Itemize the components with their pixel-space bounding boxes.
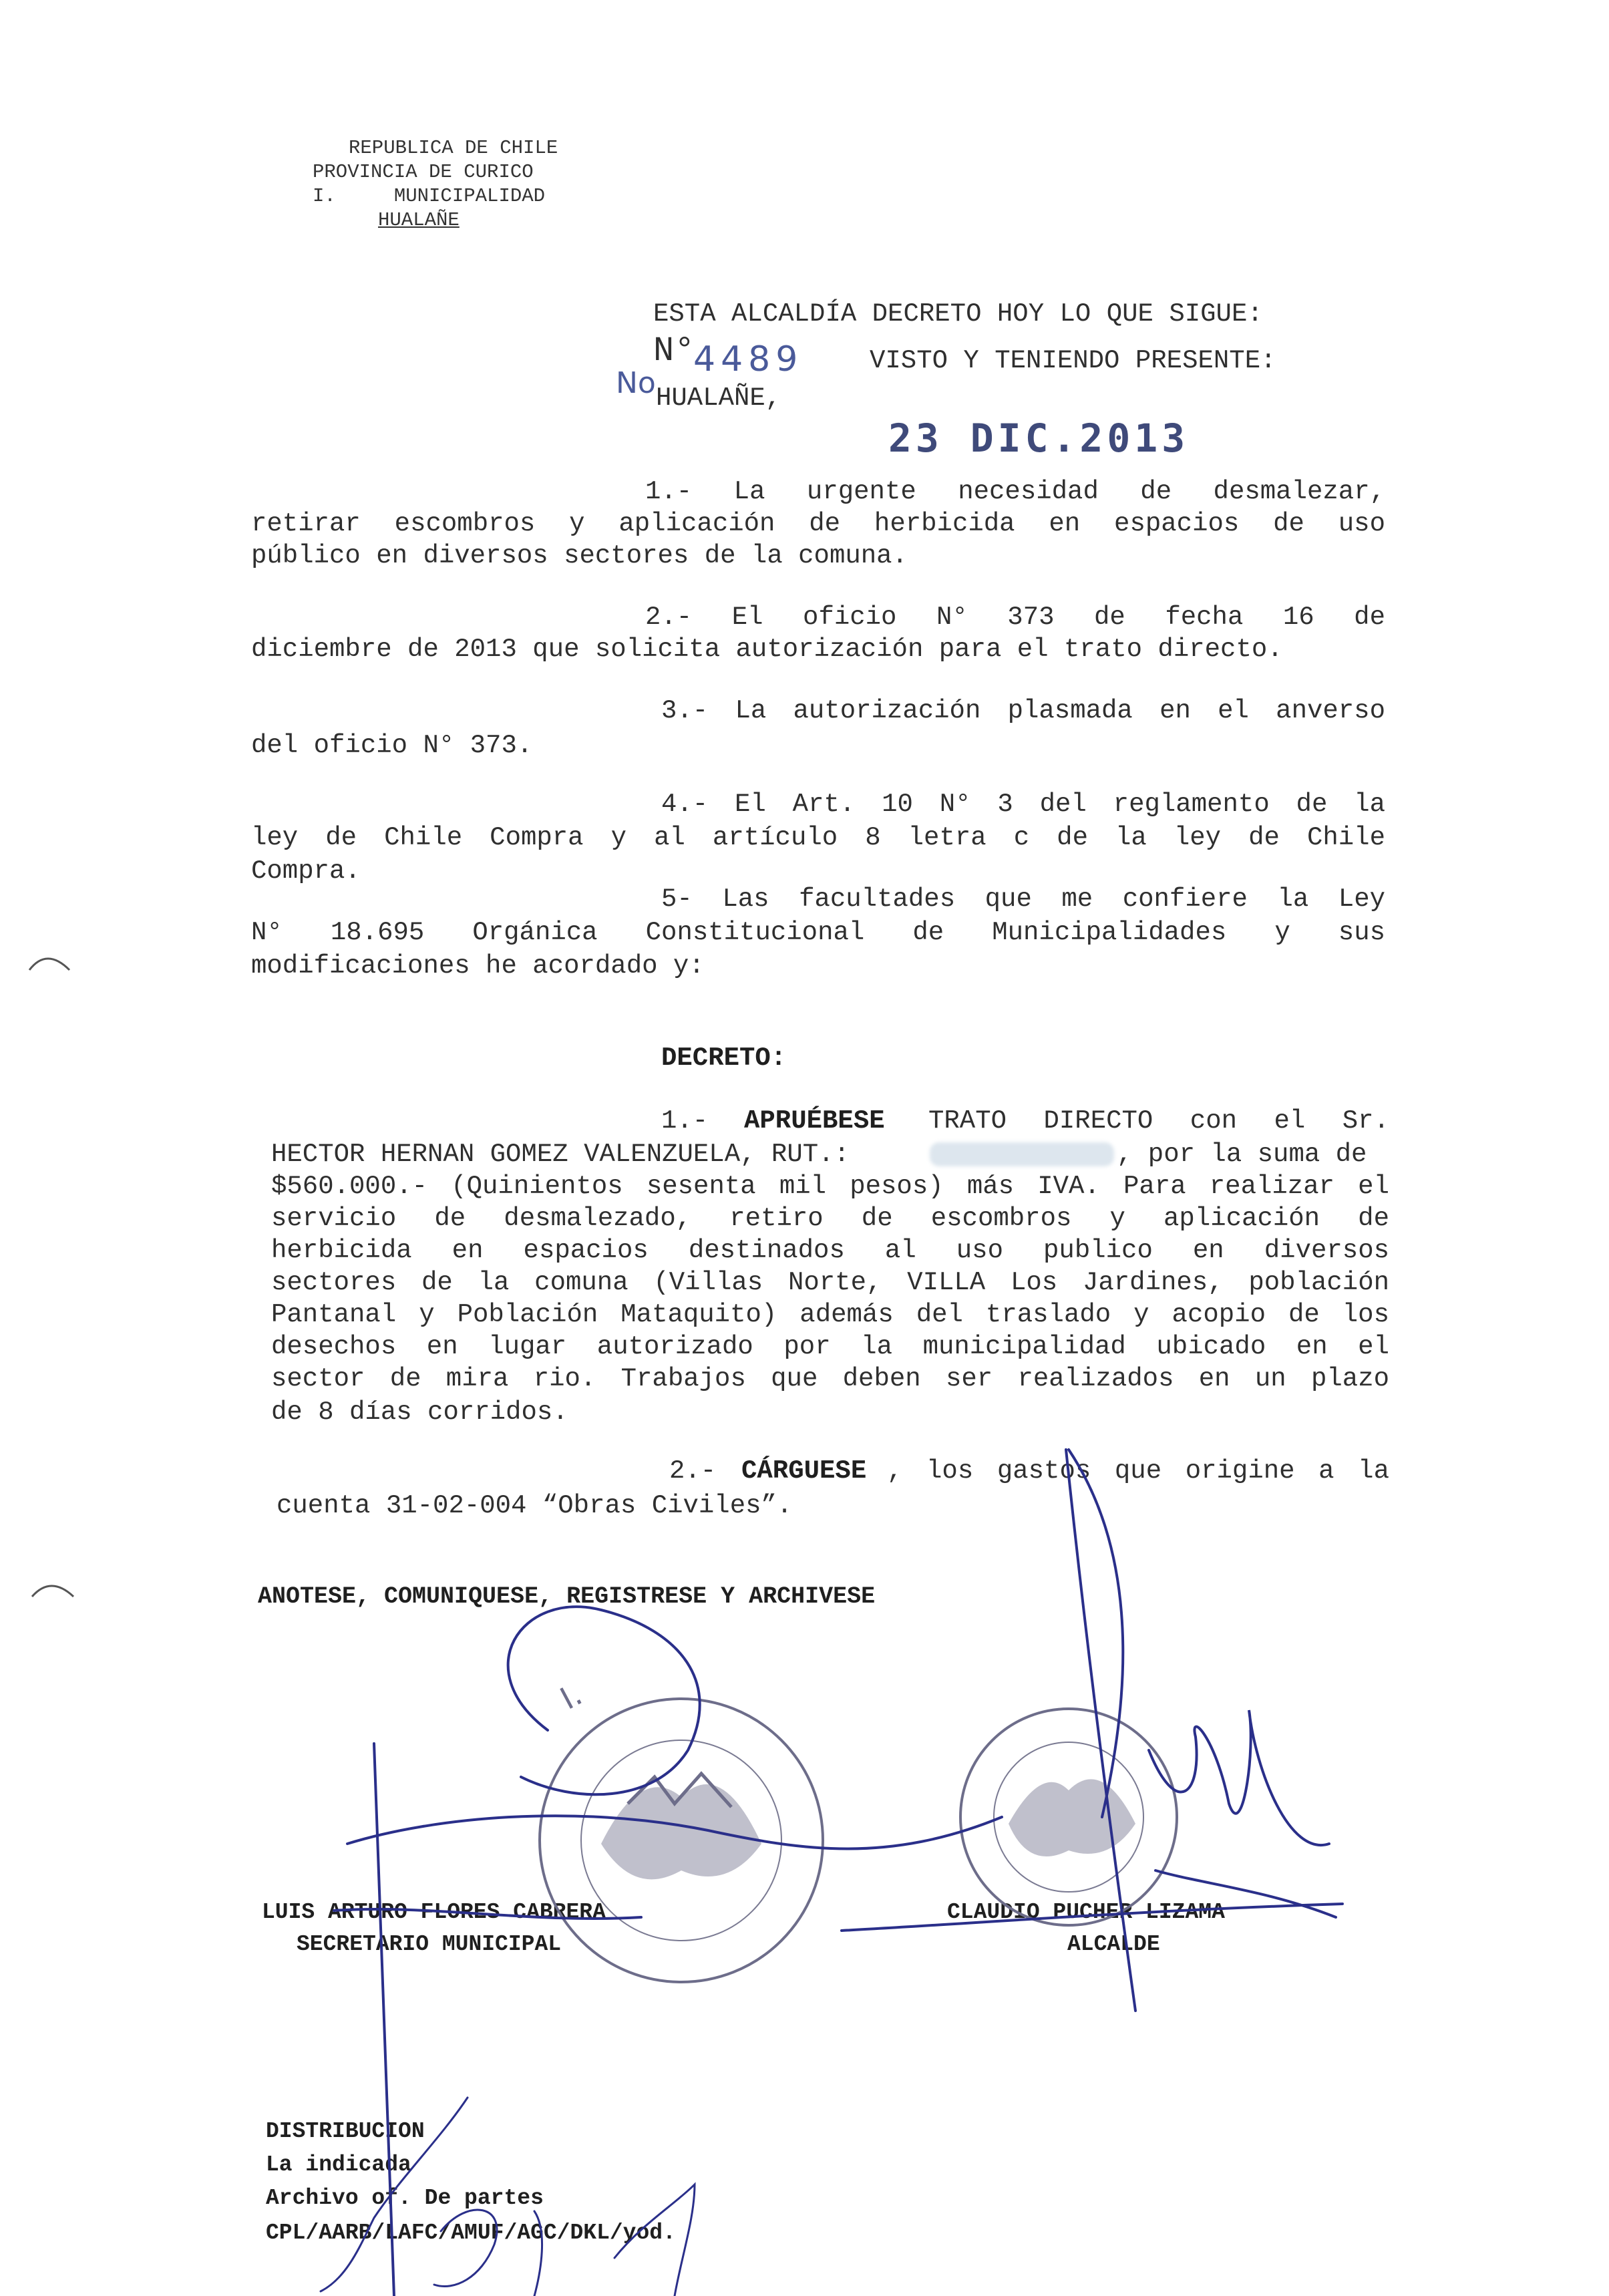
decreto-1-line3: $560.000.- (Quinientos sesenta mil pesos) más IVA. Para realizar el [271,1172,1389,1201]
decree-number-stamp: 4489 [693,339,803,379]
letterhead-province: PROVINCIA DE CURICO [313,161,534,183]
svg-text:I.: I. [554,1675,588,1717]
letterhead-hualane: HUALAÑE [378,209,460,231]
decreto-1-approve: APRUÉBESE [744,1106,885,1136]
consideration-2-first: 2.- El oficio N° 373 de fecha 16 de [645,603,1385,632]
decree-number-prefix: No [616,366,656,400]
left-signer-title: SECRETARIO MUNICIPAL [297,1932,562,1957]
decreto-1-line4: servicio de desmalezado, retiro de escombros y aplicación de [271,1204,1389,1233]
consideration-1-line2: retirar escombros y aplicación de herbicida en espacios de uso [251,509,1385,538]
consideration-4-line3: Compra. [251,856,361,886]
distribution-line1: La indicada [266,2152,411,2177]
binder-hole-mark [32,1586,73,1597]
decreto-1-number: 1.- [661,1106,709,1136]
visto-heading: VISTO Y TENIENDO PRESENTE: [870,346,1276,375]
distribution-title: DISTRIBUCION [266,2119,425,2144]
redacted-rut [930,1142,1114,1166]
distribution-line2: Archivo of. De partes [266,2186,544,2210]
decreto-1-line2a: HECTOR HERNAN GOMEZ VALENZUELA, RUT.: [271,1140,850,1169]
letterhead-republic: REPUBLICA DE CHILE [349,137,558,159]
binder-hole-mark [29,959,69,970]
decreto-1-line7: Pantanal y Población Mataquito) además del traslado y acopio de los [271,1300,1389,1329]
distribution-line3: CPL/AARB/LAFC/AMUF/AGC/DKL/yod. [266,2221,676,2245]
decreto-1-line6: sectores de la comuna (Villas Norte, VILLA Los Jardines, población [271,1268,1389,1297]
consideration-5-line2: N° 18.695 Orgánica Constitucional de Municipalidades y sus [251,918,1385,947]
consideration-2-line2: diciembre de 2013 que solicita autorización para el trato directo. [251,635,1283,664]
decreto-2-first: , los gastos que origine a la [887,1456,1389,1486]
consideration-1-first: 1.- La urgente necesidad de desmalezar, [645,477,1385,506]
decreto-1-line9: sector de mira rio. Trabajos que deben ser realizados en un plazo [271,1364,1389,1393]
decreto-2-line2: cuenta 31-02-004 “Obras Civiles”. [277,1491,793,1520]
decreto-1-line2b: , por la suma de [1117,1140,1367,1169]
right-signer-name: CLAUDIO PUCHER LIZAMA [947,1900,1225,1925]
decree-number-label: N° [653,331,695,371]
decreto-2-charge: CÁRGUESE [741,1456,867,1486]
decreto-1-line8: desechos en lugar autorizado por la municipalidad ubicado en el [271,1332,1389,1361]
left-signer-name: LUIS ARTURO FLORES CABRERA [262,1900,606,1925]
consideration-3-first: 3.- La autorización plasmada en el anverso [661,696,1385,725]
decreto-1-line5: herbicida en espacios destinados al uso publico en diversos [271,1236,1389,1265]
consideration-3-line2: del oficio N° 373. [251,731,533,760]
decreto-1-line10: de 8 días corridos. [271,1398,568,1427]
consideration-4-line2: ley de Chile Compra y al artículo 8 letra c de la ley de Chile [251,823,1385,852]
letterhead-municipality: I. MUNICIPALIDAD [313,185,546,207]
date-stamp: 23 DIC.2013 [888,416,1190,461]
consideration-1-line3: público en diversos sectores de la comuna. [251,541,908,570]
consideration-5-line3: modificaciones he acordado y: [251,951,705,981]
right-signer-title: ALCALDE [1067,1932,1160,1957]
place-label: HUALAÑE, [656,383,781,413]
decreto-1-first: TRATO DIRECTO con el Sr. [928,1106,1389,1136]
decree-heading: ESTA ALCALDÍA DECRETO HOY LO QUE SIGUE: [653,299,1263,329]
closing-formula: ANOTESE, COMUNIQUESE, REGISTRESE Y ARCHIVESE [258,1583,876,1610]
consideration-5-first: 5- Las facultades que me confiere la Ley [661,884,1385,914]
decreto-title: DECRETO: [661,1043,787,1073]
mayor-signature [1066,1450,1336,2011]
decreto-2-number: 2.- [669,1456,717,1486]
consideration-4-first: 4.- El Art. 10 N° 3 del reglamento de la [661,790,1385,819]
secretary-seal [540,1676,823,1982]
mayor-seal [960,1709,1177,1925]
